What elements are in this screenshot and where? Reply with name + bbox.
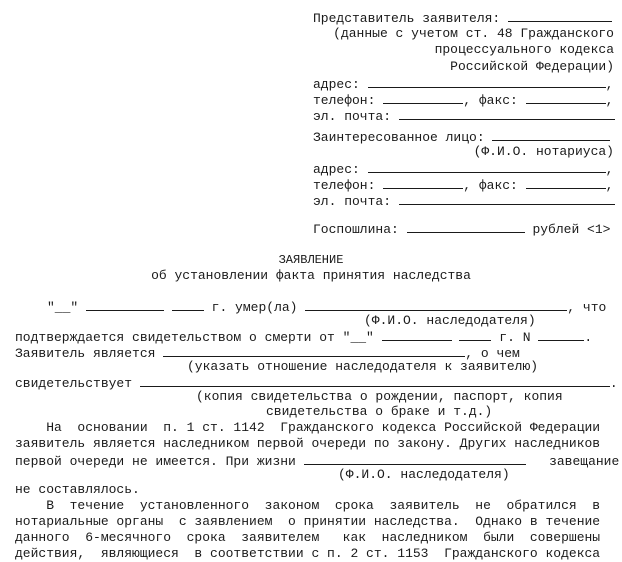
- month-field[interactable]: [86, 298, 164, 311]
- address-line-1: адрес: ,: [313, 77, 614, 92]
- phone-line-1: телефон: , факс: ,: [313, 93, 614, 108]
- representative-label: Представитель заявителя:: [313, 11, 501, 26]
- representative-note-3: Российской Федерации): [450, 59, 614, 74]
- phone-field-2[interactable]: [383, 176, 463, 189]
- phone-label: телефон:: [313, 178, 376, 193]
- interested-field[interactable]: [492, 128, 610, 141]
- representative-note-2: процессуального кодекса: [434, 42, 614, 57]
- certificate-label: подтверждается свидетельством о смерти от "__": [15, 330, 374, 345]
- cert-year-field[interactable]: [459, 328, 491, 341]
- address-field-2[interactable]: [368, 160, 606, 173]
- phone-line-2: телефон: , факс: ,: [313, 178, 614, 193]
- representative-line: [313, 9, 612, 27]
- evidences-label: свидетельствует: [15, 376, 133, 391]
- fax-field-1[interactable]: [526, 91, 606, 104]
- day-field[interactable]: "__": [47, 300, 79, 315]
- note-relation: (указать отношение наследодателя к заявителю): [187, 359, 539, 374]
- that-label: , что: [567, 300, 607, 315]
- address-line-2: адрес: ,: [313, 162, 614, 177]
- cert-number-field[interactable]: [538, 328, 584, 341]
- notary-note: (Ф.И.О. нотариуса): [473, 144, 614, 159]
- note-deceased-2: (Ф.И.О. наследодателя): [338, 467, 510, 482]
- para1-line-2: заявитель является наследником первой очереди по закону. Других наследников: [15, 436, 601, 451]
- note-docs-2: свидетельства о браке и т.д.): [266, 404, 493, 419]
- period: .: [584, 330, 593, 345]
- email-line-1: [313, 107, 615, 125]
- fee-field[interactable]: [407, 220, 525, 233]
- documents-field[interactable]: [140, 374, 610, 387]
- para2-line-4: действия, являющиеся в соответствии с п. 2 ст. 1153 Гражданского кодекса: [15, 546, 601, 561]
- number-label: г. N: [499, 330, 531, 345]
- email-label: эл. почта:: [313, 194, 392, 209]
- year-field[interactable]: [172, 298, 204, 311]
- para2-line-2: нотариальные органы с заявлением о принятии наследства. Однако в течение: [15, 514, 601, 529]
- about-label: , о чем: [465, 346, 520, 361]
- address-label: адрес:: [313, 162, 360, 177]
- note-docs-1: (копия свидетельства о рождении, паспорт, копия: [196, 389, 563, 404]
- deceased-name-field-2[interactable]: [304, 452, 526, 465]
- period: .: [609, 376, 618, 391]
- para1-line-1: На основании п. 1 ст. 1142 Гражданского кодекса Российской Федерации: [15, 420, 601, 435]
- fee-label: Госпошлина:: [313, 222, 399, 237]
- representative-note-1: (данные с учетом ст. 48 Гражданского: [333, 26, 614, 41]
- para1-last: не составлялось.: [15, 482, 140, 497]
- relation-field[interactable]: [163, 344, 465, 357]
- applicant-is-label: Заявитель является: [15, 346, 156, 361]
- fax-label: , факс:: [463, 178, 518, 193]
- fee-line: [313, 220, 610, 238]
- representative-field[interactable]: [508, 9, 612, 22]
- will-label: завещание: [549, 454, 620, 469]
- para2-line-1: В течение установленного законом срока заявитель не обратился в: [15, 498, 601, 513]
- email-field-1[interactable]: [399, 107, 615, 120]
- died-label: г. умер(ла): [211, 300, 298, 315]
- fee-suffix: рублей <1>: [532, 222, 611, 237]
- email-field-2[interactable]: [399, 192, 615, 205]
- deceased-name-field[interactable]: [305, 298, 567, 311]
- email-line-2: [313, 192, 615, 210]
- address-field-1[interactable]: [368, 75, 606, 88]
- email-label: эл. почта:: [313, 109, 392, 124]
- document-title: ЗАЯВЛЕНИЕ: [278, 253, 344, 267]
- fax-label: , факс:: [463, 93, 518, 108]
- para2-line-3: данного 6-месячного срока заявителем как наследником были совершены: [15, 530, 601, 545]
- interested-label: Заинтересованное лицо:: [313, 130, 485, 145]
- cert-month-field[interactable]: [382, 328, 452, 341]
- address-label: адрес:: [313, 77, 360, 92]
- note-deceased: (Ф.И.О. наследодателя): [364, 313, 536, 328]
- fax-field-2[interactable]: [526, 176, 606, 189]
- phone-field-1[interactable]: [383, 91, 463, 104]
- document-subtitle: об установлении факта принятия наследства: [151, 268, 471, 283]
- para1-line-3: [15, 452, 619, 470]
- phone-label: телефон:: [313, 93, 376, 108]
- para1-text: первой очереди не имеется. При жизни: [15, 454, 296, 469]
